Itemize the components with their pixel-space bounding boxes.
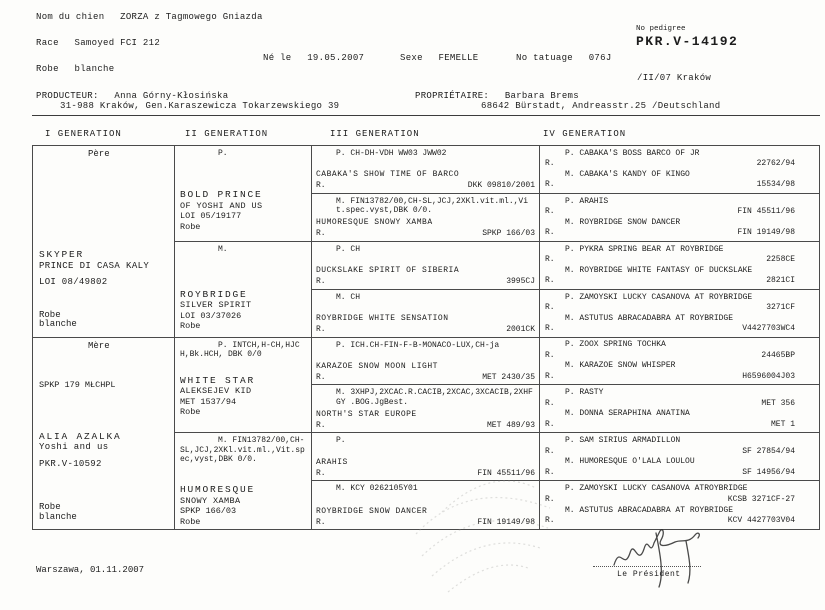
gen3-5-title: P. ICH.CH-FIN-F-B-MONACO-LUX,CH-ja <box>336 340 500 350</box>
dam-name: ALIA AZALKA <box>39 430 122 442</box>
sex-line <box>400 53 478 63</box>
sire-cell <box>33 146 175 338</box>
gen4-13-reg: SF 27854/94 <box>742 446 795 456</box>
r-label: R. <box>545 516 555 526</box>
gen4-6-regline <box>540 276 819 286</box>
gen2-4-reg: SPKP 166/03 <box>180 506 237 517</box>
gen4-entry <box>540 506 819 526</box>
pedigree-table <box>32 145 820 530</box>
dam-coat-label: Robe <box>39 502 61 512</box>
gen4-entry <box>540 361 819 381</box>
gen4-7-name: P. ZAMOYSKI LUCKY CASANOVA AT ROYBRIDGE <box>565 292 753 302</box>
birthdate-label: Né le <box>263 53 292 63</box>
gen2-cell-2 <box>175 242 312 338</box>
gen4-cell-4 <box>540 290 819 338</box>
gen4-entry <box>540 340 819 360</box>
gen3-6-name: NORTH'S STAR EUROPE <box>316 409 417 419</box>
sex-label: Sexe <box>400 53 423 63</box>
gen4-1-name: P. CABAKA'S BOSS BARCO OF JR <box>565 148 700 158</box>
r-label: R. <box>545 371 555 381</box>
gen4-15-regline <box>540 495 819 505</box>
gen2-1-block <box>180 190 263 232</box>
r-label: R. <box>316 468 326 478</box>
gen4-entry <box>540 484 819 504</box>
gen4-11-regline <box>540 399 819 409</box>
r-label: R. <box>316 277 326 287</box>
gen4-4-regline <box>540 228 819 238</box>
gen4-entry <box>540 170 819 190</box>
gen3-1-reg: DKK 09810/2001 <box>467 181 535 191</box>
sire-name-block <box>39 250 149 288</box>
gen3-2-title: M. FIN13782/00,CH-SL,JCJ,2XKl.vit.ml.,Vit.spec.vyst,DBK 0/0. <box>336 196 529 216</box>
gen3-8-title: M. KCY 0262105Y01 <box>336 484 418 494</box>
birthdate-line <box>263 53 364 63</box>
gen4-6-reg: 2821CI <box>766 276 795 286</box>
breeder-label: PRODUCTEUR: <box>36 91 99 101</box>
owner-line <box>415 91 579 101</box>
dog-name-line <box>36 12 263 22</box>
dam-cell <box>33 338 175 530</box>
gen3-4-reg: 2001CK <box>506 325 535 334</box>
gen4-8-regline <box>540 324 819 334</box>
gen4-14-reg: SF 14956/94 <box>742 467 795 477</box>
gen3-3-name: DUCKSLAKE SPIRIT OF SIBERIA <box>316 266 460 276</box>
gen4-14-regline <box>540 468 819 478</box>
gen3-cell-4 <box>312 290 540 338</box>
breeder-address: 31-988 Kraków, Gen.Karaszewicza Tokarzewskiego 39 <box>60 101 340 111</box>
r-label: R. <box>316 229 326 239</box>
sex-value: FEMELLE <box>438 53 479 63</box>
r-label: R. <box>316 181 326 191</box>
gen3-5-regline <box>316 373 535 383</box>
r-label: R. <box>545 494 555 504</box>
gen2-2-name2: SILVER SPIRIT <box>180 300 252 311</box>
gen4-cell-1 <box>540 146 819 194</box>
tattoo-label: No tatuage <box>516 53 574 63</box>
gen2-4-name2: SNOWY XAMBA <box>180 495 241 506</box>
gen4-3-name: P. ARAHIS <box>565 196 609 206</box>
sire-role-label: Père <box>88 149 110 159</box>
dam-coat <box>39 503 77 522</box>
r-label: R. <box>316 420 326 430</box>
gen4-10-reg: H6596004J03 <box>742 371 795 381</box>
gen4-15-name: P. ZAMOYSKI LUCKY CASANOVA ATROYBRIDGE <box>565 484 748 494</box>
gen4-entry <box>540 314 819 334</box>
gen4-entry <box>540 293 819 313</box>
gen3-3-regline <box>316 277 535 287</box>
sire-registration: LOI 08/49802 <box>39 277 108 287</box>
gen2-4-name: HUMORESQUE <box>180 484 256 496</box>
dam-titles: SPKP 179 MŁCHPL <box>39 379 116 390</box>
gen4-2-name: M. CABAKA'S KANDY OF KINGO <box>565 169 690 179</box>
gen2-4-coat: Robe <box>180 516 201 527</box>
pedigree-number: PKR.V-14192 <box>636 34 739 49</box>
race-label: Race <box>36 38 59 48</box>
gen4-5-regline <box>540 255 819 265</box>
gen3-5-name: KARAZOE SNOW MOON LIGHT <box>316 361 438 371</box>
gen4-entry <box>540 436 819 456</box>
gen4-6-name: M. ROYBRIDGE WHITE FANTASY OF DUCKSLAKE <box>565 265 753 275</box>
gen4-entry <box>540 409 819 429</box>
dam-coat-value: blanche <box>39 511 77 522</box>
r-label: R. <box>545 276 555 286</box>
gen4-cell-8 <box>540 481 819 529</box>
sire-name: SKYPER <box>39 249 85 260</box>
gen2-3-block <box>180 376 255 418</box>
gen3-7-name: ARAHIS <box>316 457 348 467</box>
gen3-2-name: HUMORESQUE SNOWY XAMBA <box>316 218 433 228</box>
gen2-cell-1 <box>175 146 312 242</box>
gen4-8-reg: V4427703WC4 <box>742 324 795 334</box>
gen2-1-name2: OF YOSHI AND US <box>180 200 263 211</box>
gen4-5-name: P. PYKRA SPRING BEAR AT ROYBRIDGE <box>565 244 724 254</box>
gen3-7-regline <box>316 469 535 479</box>
gen4-entry <box>540 197 819 217</box>
gen2-4-block <box>180 485 255 527</box>
gen4-2-regline <box>540 180 819 190</box>
gen4-cell-7 <box>540 433 819 481</box>
gen2-1-title: P. <box>218 149 228 158</box>
gen4-16-name: M. ASTUTUS ABRACADABRA AT ROYBRIDGE <box>565 505 734 515</box>
dog-name-label: Nom du chien <box>36 12 105 22</box>
r-label: R. <box>316 325 326 334</box>
gen3-8-name: ROYBRIDGE SNOW DANCER <box>316 506 428 516</box>
gen3-6-reg: MET 489/93 <box>486 420 535 430</box>
pedigree-number-label: No pedigree <box>636 25 686 33</box>
gen4-1-reg: 22762/94 <box>756 159 795 169</box>
gen4-11-reg: MET 356 <box>761 398 795 408</box>
gen4-12-reg: MET 1 <box>770 419 795 429</box>
gen4-5-reg: 2258CE <box>766 255 795 265</box>
r-label: R. <box>545 303 555 313</box>
gen4-entry <box>540 457 819 477</box>
gen4-header: IV GENERATION <box>543 129 627 139</box>
coat-label: Robe <box>36 64 59 74</box>
gen4-14-name: M. HUMORESQUE O'LALA LOULOU <box>565 457 695 467</box>
gen3-5-reg: MET 2430/35 <box>482 372 535 382</box>
gen3-4-name: ROYBRIDGE WHITE SENSATION <box>316 314 449 323</box>
gen2-3-name: WHITE STAR <box>180 374 256 386</box>
r-label: R. <box>545 159 555 169</box>
gen3-cell-6 <box>312 385 540 433</box>
r-label: R. <box>316 372 326 382</box>
sire-coat-label: Robe <box>39 309 61 320</box>
gen2-2-block <box>180 290 252 332</box>
gen3-2-reg: SPKP 166/03 <box>482 229 535 239</box>
gen4-13-name: P. SAM SIRIUS ARMADILLON <box>565 436 681 446</box>
gen4-entry <box>540 149 819 169</box>
gen4-4-reg: FIN 19149/98 <box>737 228 795 238</box>
gen2-cell-4 <box>175 433 312 529</box>
tattoo-line <box>516 53 612 63</box>
gen2-cell-3 <box>175 338 312 434</box>
r-label: R. <box>545 467 555 477</box>
place-and-date: Warszawa, 01.11.2007 <box>36 565 145 575</box>
gen4-12-name: M. DONNA SERAPHINA ANATINA <box>565 409 690 419</box>
dam-registration: PKR.V-10592 <box>39 458 102 469</box>
gen3-6-title: M. 3XHPJ,2XCAC.R.CACIB,2XCAC,3XCACIB,2XHFGY .BOG.JgBest. <box>336 388 533 407</box>
gen4-cell-6 <box>540 385 819 433</box>
r-label: R. <box>545 446 555 456</box>
owner-address: 68642 Bürstadt, Andreasstr.25 /Deutschland <box>481 101 721 111</box>
gen2-4-title: M. FIN13782/00,CH-SL,JCJ,2XKl.vit.ml.,Vit.spec,vyst,DBK 0/0. <box>180 436 305 465</box>
gen4-entry <box>540 388 819 408</box>
breeder-line <box>36 91 228 101</box>
gen4-13-regline <box>540 447 819 457</box>
race-line <box>36 38 160 48</box>
gen4-9-name: P. ZOOX SPRING TOCHKA <box>565 340 666 350</box>
dam-role-label: Mère <box>88 340 110 351</box>
r-label: R. <box>316 517 326 527</box>
gen2-2-name: ROYBRIDGE <box>180 288 248 300</box>
r-label: R. <box>545 180 555 190</box>
gen3-7-reg: FIN 45511/96 <box>477 468 535 478</box>
gen4-entry <box>540 218 819 238</box>
birthdate-value: 19.05.2007 <box>307 53 365 63</box>
gen4-cell-5 <box>540 338 819 386</box>
gen2-3-title: P. INTCH,H-CH,HJCH,Bk.HCH, DBK 0/0 <box>180 340 300 359</box>
r-label: R. <box>545 398 555 408</box>
gen3-cell-8 <box>312 481 540 529</box>
gen4-cell-3 <box>540 242 819 290</box>
gen4-16-regline <box>540 516 819 526</box>
gen3-1-regline <box>316 181 535 191</box>
gen3-cell-2 <box>312 194 540 242</box>
gen2-3-name2: ALEKSEJEV KID <box>180 386 252 396</box>
gen4-12-regline <box>540 420 819 430</box>
header-divider <box>32 115 820 116</box>
gen3-8-reg: FIN 19149/98 <box>477 517 535 527</box>
coat-line <box>36 64 114 74</box>
gen4-cell-2 <box>540 194 819 242</box>
gen4-7-regline <box>540 303 819 313</box>
gen3-cell-3 <box>312 242 540 290</box>
r-label: R. <box>545 324 555 334</box>
r-label: R. <box>545 350 555 360</box>
gen4-9-regline <box>540 351 819 361</box>
gen3-6-regline <box>316 421 535 431</box>
r-label: R. <box>545 207 555 217</box>
breeder-name: Anna Górny-Kłosińska <box>114 91 229 101</box>
r-label: R. <box>545 255 555 265</box>
president-label: Le Président <box>617 570 681 579</box>
r-label: R. <box>545 228 555 238</box>
r-label: R. <box>545 419 555 429</box>
tattoo-value: 076J <box>588 53 612 63</box>
gen4-9-reg: 24465BP <box>761 350 795 360</box>
gen3-3-reg: 3995CJ <box>506 277 535 287</box>
gen3-7-title: P. <box>336 436 346 446</box>
sire-name2: PRINCE DI CASA KALY <box>39 260 150 271</box>
coat-value: blanche <box>74 64 115 74</box>
gen3-1-name: CABAKA'S SHOW TIME OF BARCO <box>316 170 460 180</box>
gen2-3-coat: Robe <box>180 407 201 417</box>
gen2-header: II GENERATION <box>185 129 269 139</box>
gen1-header: I GENERATION <box>45 129 122 139</box>
sire-coat-value: blanche <box>39 319 77 329</box>
gen4-8-name: M. ASTUTUS ABRACADABRA AT ROYBRIDGE <box>565 313 734 323</box>
gen3-4-regline <box>316 325 535 335</box>
gen4-3-reg: FIN 45511/96 <box>737 207 795 217</box>
president-signature <box>600 527 720 589</box>
gen3-1-title: P. CH-DH-VDH WW03 JWW02 <box>336 149 447 158</box>
owner-name: Barbara Brems <box>504 91 579 101</box>
gen3-3-title: P. CH <box>336 244 361 254</box>
gen3-4-title: M. CH <box>336 292 361 302</box>
gen3-cell-7 <box>312 433 540 481</box>
gen2-2-reg: LOI 03/37026 <box>180 310 242 321</box>
gen4-10-regline <box>540 372 819 382</box>
gen2-1-coat: Robe <box>180 221 201 232</box>
gen3-cell-5 <box>312 338 540 386</box>
gen4-2-reg: 15534/98 <box>756 180 795 190</box>
gen4-3-regline <box>540 207 819 217</box>
gen3-cell-1 <box>312 146 540 194</box>
gen2-1-name: BOLD PRINCE <box>180 189 263 200</box>
gen4-15-reg: KCSB 3271CF-27 <box>727 494 795 504</box>
owner-label: PROPRIÉTAIRE: <box>415 91 490 101</box>
dam-name2: Yoshi and us <box>39 442 109 452</box>
gen3-8-regline <box>316 518 535 528</box>
gen4-16-reg: KCV 4427703V04 <box>727 516 795 526</box>
gen3-header: III GENERATION <box>330 129 420 139</box>
gen2-2-coat: Robe <box>180 321 201 332</box>
gen4-4-name: M. ROYBRIDGE SNOW DANCER <box>565 217 681 227</box>
sire-coat <box>39 311 77 330</box>
gen2-1-reg: LOI 05/19177 <box>180 211 242 221</box>
gen2-2-title: M. <box>218 244 228 254</box>
dog-name-value: ZORZA z Tagmowego Gniazda <box>120 12 263 22</box>
race-value: Samoyed FCI 212 <box>74 38 161 48</box>
gen2-3-reg: MET 1537/94 <box>180 396 237 407</box>
gen4-7-reg: 3271CF <box>766 303 795 313</box>
registry-mark: /II/07 Kraków <box>637 73 712 83</box>
gen4-entry <box>540 266 819 286</box>
gen3-2-regline <box>316 229 535 239</box>
gen4-10-name: M. KARAZOE SNOW WHISPER <box>565 361 676 371</box>
dam-name-block <box>39 432 122 470</box>
gen4-entry <box>540 245 819 265</box>
gen4-1-regline <box>540 159 819 169</box>
gen4-11-name: P. RASTY <box>565 388 604 398</box>
